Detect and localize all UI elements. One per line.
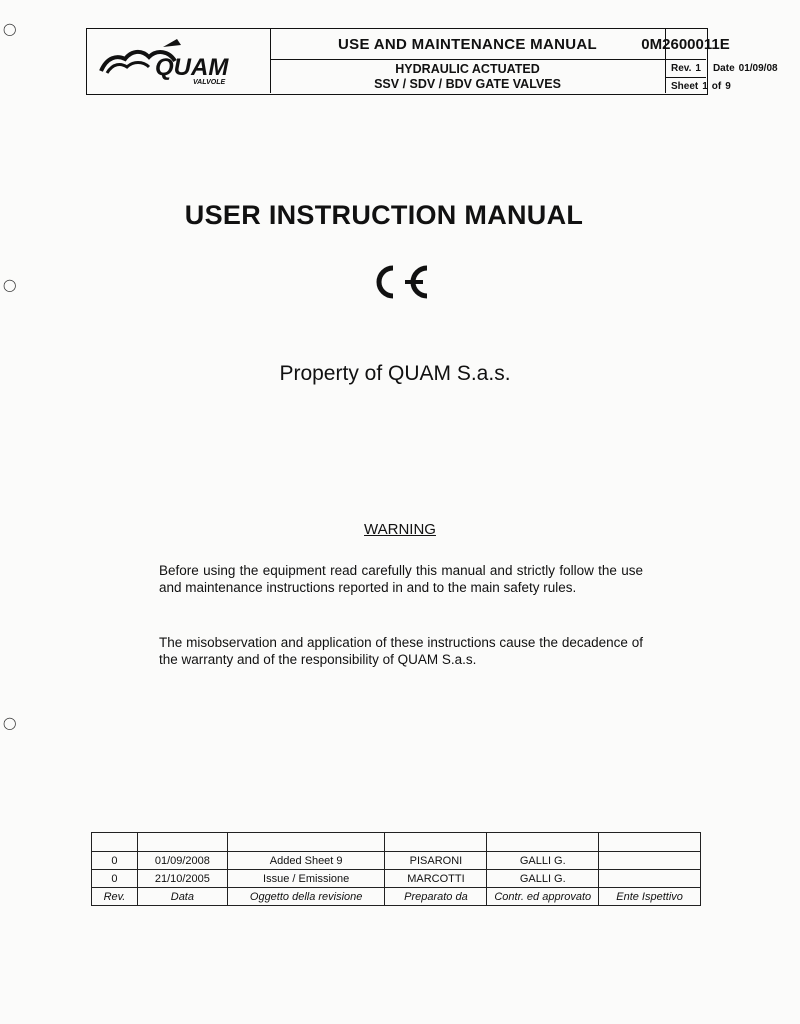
- cell-approved: GALLI G.: [487, 852, 599, 870]
- label-rev: Rev.: [92, 888, 138, 906]
- binder-hole-mark: ◯: [3, 22, 17, 36]
- header-subtitle-line2: SSV / SDV / BDV GATE VALVES: [374, 77, 561, 91]
- binder-hole-mark: ◯: [3, 716, 17, 730]
- sheet-label: Sheet: [671, 80, 699, 92]
- property-line: Property of QUAM S.a.s.: [279, 362, 511, 385]
- revision-line: [665, 60, 778, 78]
- binder-hole-mark: ◯: [3, 278, 17, 292]
- table-label-row: [92, 888, 701, 906]
- cell-rev: 0: [92, 852, 138, 870]
- sheet-line: [665, 78, 731, 94]
- header-title-cell: [270, 29, 666, 93]
- header-code-cell: [641, 29, 778, 93]
- warning-heading: WARNING: [364, 521, 436, 538]
- cell-inspector: [599, 852, 701, 870]
- sheet-value: 1: [702, 80, 708, 92]
- svg-text:VALVOLE: VALVOLE: [193, 79, 226, 86]
- cell-subject: Added Sheet 9: [227, 852, 385, 870]
- warning-paragraph-1: Before using the equipment read carefully this manual and strictly follow the use and maintenance instructions reported in and to the main safety rules.: [159, 563, 643, 595]
- ce-mark-icon: [365, 262, 435, 302]
- cell-inspector: [599, 870, 701, 888]
- table-row-blank: [92, 833, 701, 852]
- date-label: Date: [712, 63, 735, 74]
- header-subtitle: [270, 60, 665, 92]
- rev-value: 1: [695, 63, 701, 74]
- warning-paragraph-2: The misobservation and application of these instructions cause the decadence of the warranty and of the responsibility of QUAM S.a.s.: [159, 635, 643, 667]
- sheet-total: 9: [725, 80, 731, 92]
- cell-date: 21/10/2005: [137, 870, 227, 888]
- svg-text:QUAM: QUAM: [155, 54, 229, 81]
- cell-subject: Issue / Emissione: [227, 870, 385, 888]
- label-approved: Contr. ed approvato: [487, 888, 599, 906]
- document-code: 0M2600011E: [665, 29, 706, 60]
- cell-prepared: PISARONI: [385, 852, 487, 870]
- rev-label: Rev.: [671, 63, 692, 74]
- document-header: [86, 28, 778, 95]
- main-title: USER INSTRUCTION MANUAL: [184, 200, 584, 230]
- label-subject: Oggetto della revisione: [227, 888, 385, 906]
- label-date: Data: [137, 888, 227, 906]
- label-inspector: Ente Ispettivo: [599, 888, 701, 906]
- cell-rev: 0: [92, 870, 138, 888]
- table-row: [92, 852, 701, 870]
- header-title: USE AND MAINTENANCE MANUAL: [270, 29, 665, 60]
- header-subtitle-line1: HYDRAULIC ACTUATED: [395, 62, 540, 76]
- date-value: 01/09/08: [738, 63, 778, 74]
- revision-table: [91, 832, 701, 906]
- of-label: of: [711, 80, 722, 92]
- label-prepared: Preparato da: [385, 888, 487, 906]
- table-row: [92, 870, 701, 888]
- cell-prepared: MARCOTTI: [385, 870, 487, 888]
- logo-cell: [87, 29, 271, 93]
- cell-date: 01/09/2008: [137, 852, 227, 870]
- cell-approved: GALLI G.: [487, 870, 599, 888]
- quam-logo: [93, 37, 263, 87]
